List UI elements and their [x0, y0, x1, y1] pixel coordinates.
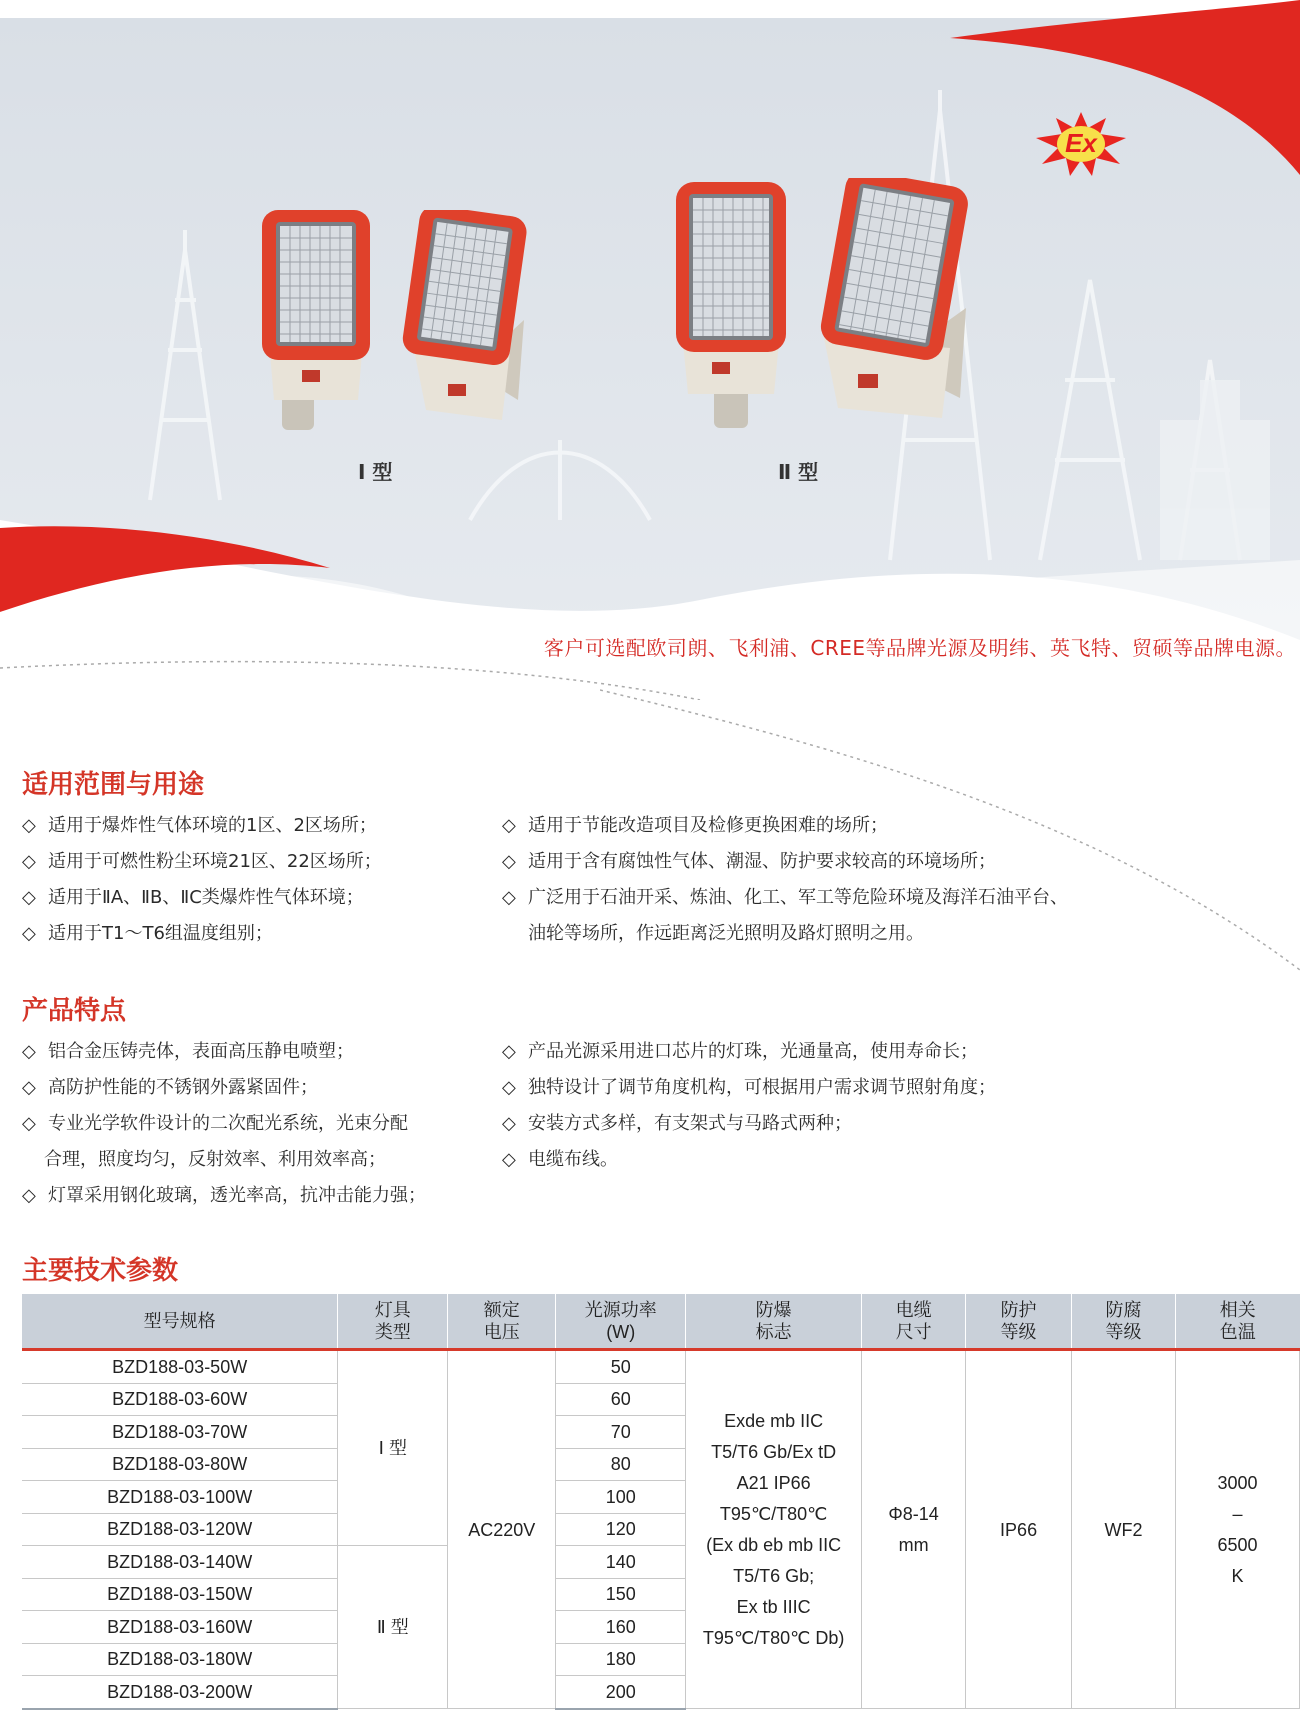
- header-type: 灯具 类型: [338, 1294, 448, 1350]
- diamond-bullet-icon: ◇: [502, 851, 516, 872]
- lamp-type2-angled-image: [818, 178, 978, 430]
- model-cell: BZD188-03-60W: [22, 1383, 338, 1416]
- model-cell: BZD188-03-100W: [22, 1481, 338, 1514]
- lamp-type2-front-image: [676, 182, 786, 430]
- hero-background: [0, 0, 1300, 700]
- feature-item: ◇ 高防护性能的不锈钢外露紧固件；: [22, 1070, 426, 1106]
- header-model: 型号规格: [22, 1294, 338, 1350]
- brand-options-slogan: 客户可选配欧司朗、飞利浦、CREE等品牌光源及明纬、英飞特、贸硕等品牌电源。: [543, 636, 1296, 660]
- power-cell: 70: [556, 1416, 686, 1449]
- diamond-bullet-icon: ◇: [502, 887, 516, 908]
- spec-table: [22, 1294, 1300, 1710]
- power-cell: 140: [556, 1546, 686, 1579]
- voltage-cell: AC220V: [448, 1350, 556, 1709]
- type1-label: Ⅰ 型: [358, 460, 393, 484]
- power-cell: 160: [556, 1611, 686, 1644]
- diamond-bullet-icon: ◇: [22, 923, 36, 944]
- header-cable: 电缆 尺寸: [862, 1294, 966, 1350]
- power-cell: 120: [556, 1513, 686, 1546]
- features-left-list: [22, 1034, 426, 1214]
- model-cell: BZD188-03-200W: [22, 1676, 338, 1709]
- diamond-bullet-icon: ◇: [502, 1113, 516, 1134]
- feature-item: ◇ 产品光源采用进口芯片的灯珠，光通量高，使用寿命长；: [502, 1034, 996, 1070]
- usage-item-continuation: 油轮等场所，作远距离泛光照明及路灯照明之用。: [528, 923, 924, 944]
- diamond-bullet-icon: ◇: [22, 815, 36, 836]
- model-cell: BZD188-03-120W: [22, 1513, 338, 1546]
- header-voltage: 额定 电压: [448, 1294, 556, 1350]
- feature-item: ◇ 专业光学软件设计的二次配光系统，光束分配: [22, 1106, 426, 1142]
- model-cell: BZD188-03-140W: [22, 1546, 338, 1579]
- usage-section-title: 适用范围与用途: [22, 770, 205, 800]
- usage-left-list: [22, 808, 382, 952]
- feature-item: ◇ 独特设计了调节角度机构，可根据用户需求调节照射角度；: [502, 1070, 996, 1106]
- lamp-type1-angled-image: [402, 210, 532, 432]
- usage-item: ◇ 适用于ⅡA、ⅡB、ⅡC类爆炸性气体环境；: [22, 880, 382, 916]
- model-cell: BZD188-03-160W: [22, 1611, 338, 1644]
- power-cell: 150: [556, 1578, 686, 1611]
- diamond-bullet-icon: ◇: [22, 1041, 36, 1062]
- diamond-bullet-icon: ◇: [502, 1149, 516, 1170]
- feature-item: ◇ 安装方式多样，有支架式与马路式两种；: [502, 1106, 996, 1142]
- type-cell: Ⅱ 型: [338, 1546, 448, 1709]
- table-header-row: [22, 1294, 1300, 1350]
- wf-cell: WF2: [1072, 1350, 1176, 1709]
- type-cell: Ⅰ 型: [338, 1350, 448, 1546]
- ex-badge-text: Ex: [1065, 128, 1097, 158]
- power-cell: 80: [556, 1448, 686, 1481]
- usage-item: ◇ 适用于节能改造项目及检修更换困难的场所；: [502, 808, 1068, 844]
- usage-item: ◇ 适用于T1～T6组温度组别；: [22, 916, 382, 952]
- header-wf: 防腐 等级: [1072, 1294, 1176, 1350]
- usage-right-list: [502, 808, 1068, 952]
- feature-item-continuation: 合理，照度均匀，反射效率、利用效率高；: [44, 1149, 386, 1170]
- model-cell: BZD188-03-180W: [22, 1643, 338, 1676]
- diamond-bullet-icon: ◇: [502, 1077, 516, 1098]
- model-cell: BZD188-03-80W: [22, 1448, 338, 1481]
- cct-cell: 3000 – 6500 K: [1176, 1350, 1300, 1709]
- specs-section-title: 主要技术参数: [22, 1256, 179, 1286]
- lamp-type1-front-image: [262, 210, 370, 432]
- table-row: [22, 1350, 1300, 1384]
- usage-item: ◇ 适用于可燃性粉尘环境21区、22区场所；: [22, 844, 382, 880]
- diamond-bullet-icon: ◇: [22, 851, 36, 872]
- diamond-bullet-icon: ◇: [22, 887, 36, 908]
- power-cell: 50: [556, 1350, 686, 1384]
- usage-item: ◇ 广泛用于石油开采、炼油、化工、军工等危险环境及海洋石油平台、: [502, 880, 1068, 916]
- header-ip: 防护 等级: [966, 1294, 1072, 1350]
- power-cell: 180: [556, 1643, 686, 1676]
- ip-cell: IP66: [966, 1350, 1072, 1709]
- power-cell: 100: [556, 1481, 686, 1514]
- feature-item: ◇ 铝合金压铸壳体，表面高压静电喷塑；: [22, 1034, 426, 1070]
- diamond-bullet-icon: ◇: [22, 1185, 36, 1206]
- power-cell: 60: [556, 1383, 686, 1416]
- model-cell: BZD188-03-150W: [22, 1578, 338, 1611]
- usage-item: ◇ 适用于含有腐蚀性气体、潮湿、防护要求较高的环境场所；: [502, 844, 1068, 880]
- feature-item: ◇ 灯罩采用钢化玻璃，透光率高，抗冲击能力强；: [22, 1178, 426, 1214]
- diamond-bullet-icon: ◇: [502, 815, 516, 836]
- diamond-bullet-icon: ◇: [22, 1077, 36, 1098]
- diamond-bullet-icon: ◇: [502, 1041, 516, 1062]
- header-ex-mark: 防爆 标志: [686, 1294, 862, 1350]
- features-right-list: [502, 1034, 996, 1178]
- type2-label: Ⅱ 型: [778, 460, 819, 484]
- usage-item: ◇ 适用于爆炸性气体环境的1区、2区场所；: [22, 808, 382, 844]
- model-cell: BZD188-03-50W: [22, 1350, 338, 1384]
- cable-cell: Φ8-14 mm: [862, 1350, 966, 1709]
- model-cell: BZD188-03-70W: [22, 1416, 338, 1449]
- features-section-title: 产品特点: [22, 996, 127, 1026]
- header-power: 光源功率 (W): [556, 1294, 686, 1350]
- header-cct: 相关 色温: [1176, 1294, 1300, 1350]
- power-cell: 200: [556, 1676, 686, 1709]
- feature-item: ◇ 电缆布线。: [502, 1142, 996, 1178]
- diamond-bullet-icon: ◇: [22, 1113, 36, 1134]
- ex-mark-cell: Exde mb IIC T5/T6 Gb/Ex tD A21 IP66 T95℃/T80℃ (Ex db eb mb IIC T5/T6 Gb; Ex tb IIIC T95℃/T80℃ Db): [686, 1350, 862, 1709]
